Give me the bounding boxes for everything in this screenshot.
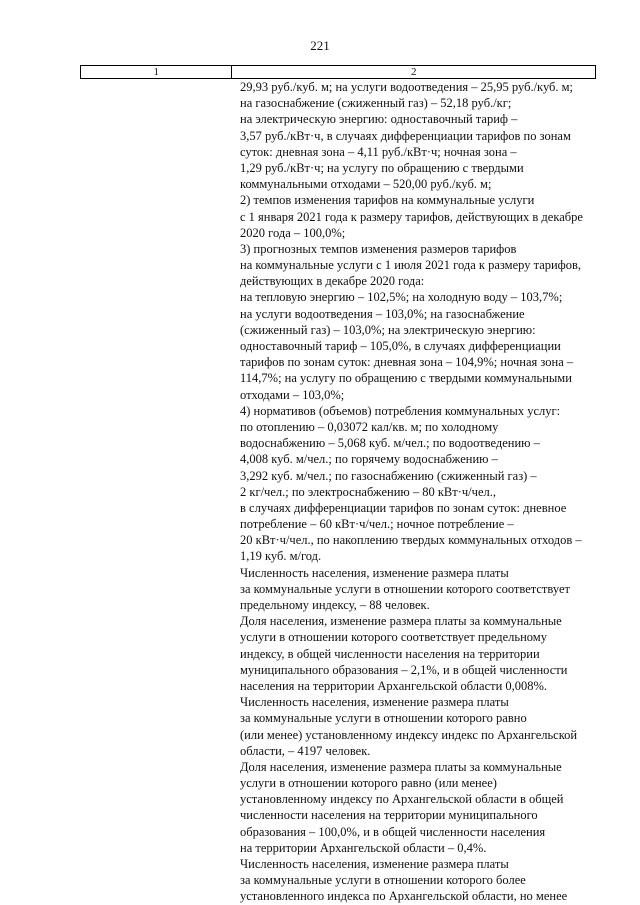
text-line: Численность населения, изменение размера платы (240, 857, 509, 871)
text-line: 29,93 руб./куб. м; на услуги водоотведения – 25,95 руб./куб. м; (240, 80, 574, 94)
text-line: 3) прогнозных темпов изменения размеров тарифов (240, 241, 517, 256)
text-line: 2) темпов изменения тарифов на коммунальные услуги (240, 193, 535, 208)
document-body (240, 79, 600, 905)
text-line: отходами – 103,0%; (240, 387, 345, 402)
text-line: Доля населения, изменение размера платы за коммунальные (240, 614, 562, 629)
text-line: образования – 100,0%, и в общей численности населения (240, 824, 546, 839)
text-line: на территории Архангельской области – 0,4%. (240, 840, 487, 855)
column-header-table (80, 65, 596, 79)
text-line: водоснабжению – 5,068 куб. м/чел.; по водоотведению – (240, 436, 540, 451)
text-line: на коммунальные услуги с 1 июля 2021 года к размеру тарифов, (240, 258, 582, 273)
text-line: населения на территории Архангельской области 0,008%. (240, 678, 548, 693)
text-line: (сжиженный газ) – 103,0%; на электрическую энергию: (240, 322, 536, 337)
text-line: за коммунальные услуги в отношении которого соответствует (240, 581, 570, 596)
text-line: на газоснабжение (сжиженный газ) – 52,18 руб./кг; (240, 96, 512, 111)
column-header-row (81, 66, 596, 79)
text-line: 1,19 куб. м/год. (240, 549, 322, 564)
text-line: за коммунальные услуги в отношении которого более (240, 873, 526, 888)
text-line: предельному индексу, – 88 человек. (240, 598, 430, 612)
text-line: за коммунальные услуги в отношении которого равно (240, 711, 527, 726)
text-line: суток: дневная зона – 4,11 руб./кВт·ч; ночная зона – (240, 144, 517, 159)
text-line: Численность населения, изменение размера платы (240, 565, 509, 580)
text-line: услуги в отношении которого соответствует предельному (240, 630, 547, 645)
text-line: действующих в декабре 2020 года: (240, 274, 425, 289)
text-line: 3,292 куб. м/чел.; по газоснабжению (сжиженный газ) – (240, 468, 537, 483)
text-line: на электрическую энергию: одноставочный тариф – (240, 112, 518, 127)
text-line: муниципального образования – 2,1%, и в общей численности (240, 662, 568, 677)
text-line: 1,29 руб./кВт·ч; на услугу по обращению с твердыми (240, 160, 524, 175)
text-line: 3,57 руб./кВт·ч, в случаях дифференциации тарифов по зонам (240, 128, 571, 143)
text-line: услуги в отношении которого равно (или менее) (240, 776, 497, 791)
text-line: по отоплению – 0,03072 кал/кв. м; по холодному (240, 419, 499, 434)
text-line: тарифов по зонам суток: дневная зона – 104,9%; ночная зона – (240, 355, 574, 370)
text-line: области, – 4197 человек. (240, 743, 371, 758)
text-line: численности населения на территории муниципального (240, 808, 538, 823)
column-header-1: 1 (81, 66, 232, 79)
text-line: (или менее) установленному индексу индекс по Архангельской (240, 727, 578, 742)
text-line: 4,008 куб. м/чел.; по горячему водоснабжению – (240, 452, 498, 467)
page-number: 221 (310, 38, 330, 53)
text-line: 4) нормативов (объемов) потребления коммунальных услуг: (240, 403, 561, 418)
text-line: коммунальными отходами – 520,00 руб./куб. м; (240, 177, 492, 192)
text-line: Численность населения, изменение размера платы (240, 695, 509, 710)
text-line: с 1 января 2021 года к размеру тарифов, действующих в декабре (240, 209, 583, 224)
text-line: Доля населения, изменение размера платы за коммунальные (240, 759, 562, 774)
text-line: на услуги водоотведения – 103,0%; на газоснабжение (240, 306, 525, 321)
text-line: установленного индекса по Архангельской области, но менее (240, 889, 568, 904)
text-line: установленному индексу по Архангельской области в общей (240, 792, 564, 807)
text-line: 2020 года – 100,0%; (240, 225, 346, 240)
text-line: одноставочный тариф – 105,0%, в случаях дифференциации (240, 339, 561, 353)
text-line: 2 кг/чел.; по электроснабжению – 80 кВт·ч/чел., (240, 484, 496, 499)
text-line: на тепловую энергию – 102,5%; на холодную воду – 103,7%; (240, 290, 563, 305)
text-line: 20 кВт·ч/чел., по накоплению твердых коммунальных отходов – (240, 533, 582, 548)
text-line: в случаях дифференциации тарифов по зонам суток: дневное (240, 500, 567, 515)
text-line: 114,7%; на услугу по обращению с твердыми коммунальными (240, 371, 572, 386)
text-line: индексу, в общей численности населения на территории (240, 646, 540, 661)
text-line: потребление – 60 кВт·ч/чел.; ночное потребление – (240, 517, 514, 532)
column-header-2: 2 (232, 66, 596, 79)
